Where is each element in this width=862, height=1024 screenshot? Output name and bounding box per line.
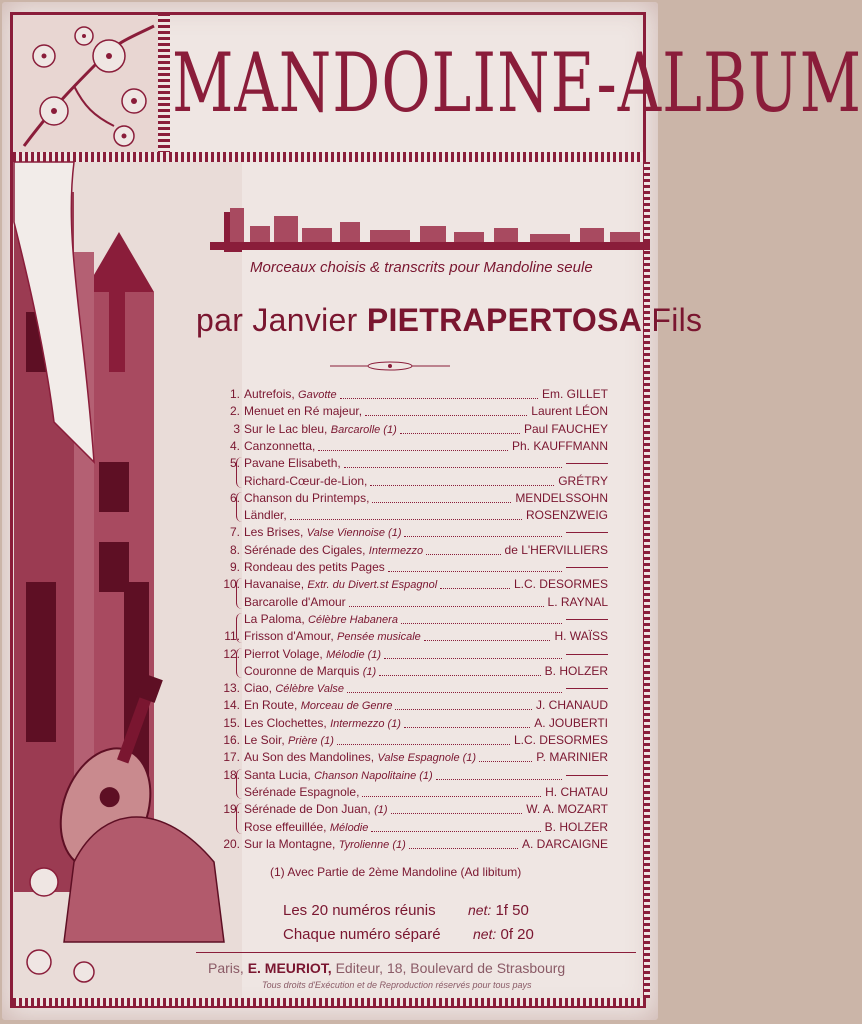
piece-genre: Valse Viennoise (1) xyxy=(306,527,402,540)
piece-title-text: Canzonnetta, xyxy=(244,438,316,453)
piece-composer: A. DARCAIGNE xyxy=(521,836,608,851)
piece-title-text: Les Brises, xyxy=(244,525,304,540)
piece-composer: Em. GILLET xyxy=(541,387,608,401)
piece-title xyxy=(244,646,381,664)
piece-title xyxy=(244,680,344,698)
group-brace xyxy=(236,492,243,523)
leader-dots xyxy=(409,848,518,849)
piece-number: 13. xyxy=(223,681,240,696)
piece-title-text: Rose effeuillée, xyxy=(244,819,327,834)
leader-dots xyxy=(426,554,501,555)
piece-composer: H. WAÏSS xyxy=(554,629,608,644)
piece-title xyxy=(244,594,346,612)
leader-dots xyxy=(379,675,541,676)
piece-composer: W. A. MOZART xyxy=(526,802,608,817)
piece-genre: Pensée musicale xyxy=(337,631,421,644)
price-all-value: 1f 50 xyxy=(495,902,529,919)
piece-title xyxy=(244,576,437,594)
piece-number: 14. xyxy=(223,698,240,713)
piece-number: 19. xyxy=(223,802,240,817)
piece-title-text: Barcarolle d'Amour xyxy=(244,594,346,609)
street-mandolin-illustration xyxy=(14,162,242,998)
list-item xyxy=(218,680,608,697)
piece-title xyxy=(244,542,423,560)
piece-number: 3 xyxy=(233,421,240,436)
piece-composer: ROSENZWEIG xyxy=(525,508,608,523)
album-title: MANDOLINE-ALBUM xyxy=(172,36,862,132)
list-item xyxy=(218,732,608,749)
piece-title-text: Ciao, xyxy=(244,681,273,696)
piece-title-text: Santa Lucia, xyxy=(244,767,311,782)
author xyxy=(196,302,703,339)
piece-genre: Tyrolienne (1) xyxy=(338,838,406,851)
subtitle: Morceaux choisis & transcrits pour Mandoline seule xyxy=(250,259,593,276)
decorative-band xyxy=(13,152,646,162)
footnote: (1) Avec Partie de 2ème Mandoline (Ad libitum) xyxy=(270,865,522,879)
piece-title xyxy=(244,524,401,542)
piece-number: 7. xyxy=(229,525,240,540)
piece-composer: L.C. DESORMES xyxy=(513,577,608,592)
leader-dots xyxy=(344,467,562,468)
list-item xyxy=(218,663,608,680)
price-all xyxy=(283,902,529,919)
piece-number: 1. xyxy=(229,387,240,401)
flower-panel xyxy=(14,16,158,152)
list-item xyxy=(218,646,608,663)
piece-composer: P. MARINIER xyxy=(536,750,608,765)
piece-title xyxy=(244,438,315,456)
piece-number: 20. xyxy=(223,836,240,851)
list-item xyxy=(218,836,608,853)
leader-dots xyxy=(440,588,510,589)
piece-genre: Mélodie (1) xyxy=(326,648,382,661)
piece-composer: B. HOLZER xyxy=(544,663,608,678)
composer-dash xyxy=(566,567,608,568)
piece-title xyxy=(244,836,406,854)
piece-title xyxy=(244,732,334,750)
piece-genre: (1) xyxy=(362,665,377,678)
list-item xyxy=(218,801,608,818)
leader-dots xyxy=(479,761,532,762)
piece-composer: MENDELSSOHN xyxy=(515,490,608,505)
piece-number: 15. xyxy=(223,715,240,730)
leader-dots xyxy=(290,519,522,520)
price-all-net: net: xyxy=(467,902,492,918)
piece-title xyxy=(244,749,476,767)
piece-genre: Célèbre Valse xyxy=(275,683,345,696)
price-all-label: Les 20 numéros réunis xyxy=(283,902,436,919)
leader-dots xyxy=(347,692,562,693)
author-name: PIETRAPERTOSA xyxy=(366,302,643,338)
piece-title xyxy=(244,455,341,473)
publisher xyxy=(208,960,565,976)
list-item xyxy=(218,576,608,593)
piece-composer: B. HOLZER xyxy=(544,819,608,834)
piece-number: 18. xyxy=(223,767,240,782)
piece-title xyxy=(244,421,397,439)
composer-dash xyxy=(566,775,608,776)
leader-dots xyxy=(371,831,541,832)
leader-dots xyxy=(349,606,544,607)
leader-dots xyxy=(372,502,511,503)
decorative-band-bottom xyxy=(13,998,646,1006)
leader-dots xyxy=(395,709,532,710)
piece-title xyxy=(244,801,388,819)
piece-genre: Intermezzo (1) xyxy=(330,717,401,730)
price-each-label: Chaque numéro séparé xyxy=(283,926,441,943)
piece-title xyxy=(244,628,421,646)
piece-composer: de L'HERVILLIERS xyxy=(504,542,608,557)
group-brace xyxy=(236,648,243,679)
leader-dots xyxy=(404,727,530,728)
composer-dash xyxy=(566,463,608,464)
leader-dots xyxy=(424,640,550,641)
piece-title-text: Sérénade Espagnole, xyxy=(244,784,360,799)
piece-title-text: Menuet en Ré majeur, xyxy=(244,404,363,419)
piece-number: 12. xyxy=(223,646,240,661)
leader-dots xyxy=(436,779,562,780)
leader-dots xyxy=(340,398,538,399)
right-border-pattern xyxy=(644,162,650,998)
piece-title xyxy=(244,507,287,525)
group-brace xyxy=(236,457,243,488)
piece-number: 9. xyxy=(229,560,240,574)
price-each xyxy=(283,926,534,943)
group-brace xyxy=(236,613,243,644)
list-item xyxy=(218,784,608,801)
list-item xyxy=(218,403,608,420)
piece-number: 10. xyxy=(223,577,240,592)
piece-number: 16. xyxy=(223,733,240,747)
piece-composer: Paul FAUCHEY xyxy=(523,421,608,436)
piece-title-text: Chanson du Printemps, xyxy=(244,490,370,505)
composer-dash xyxy=(566,688,608,689)
piece-title-text: Pavane Elisabeth, xyxy=(244,456,341,471)
piece-composer: GRÉTRY xyxy=(558,473,608,488)
piece-genre: Intermezzo xyxy=(368,544,424,557)
piece-genre: Morceau de Genre xyxy=(300,700,393,713)
list-item xyxy=(218,542,608,559)
piece-genre: Extr. du Divert.st Espagnol xyxy=(307,579,438,592)
piece-number: 6. xyxy=(229,490,240,505)
piece-composer: L.C. DESORMES xyxy=(513,733,608,747)
piece-composer: J. CHANAUD xyxy=(535,698,608,713)
piece-title-text: La Paloma, xyxy=(244,611,305,626)
piece-number: 2. xyxy=(229,404,240,419)
piece-title-text: Autrefois, xyxy=(244,387,295,401)
leader-dots xyxy=(337,744,510,745)
publisher-address: Editeur, 18, Boulevard de Strasbourg xyxy=(335,960,566,976)
price-each-value: 0f 20 xyxy=(500,926,534,943)
piece-title xyxy=(244,559,385,577)
list-item xyxy=(218,559,608,576)
piece-number: 8. xyxy=(229,542,240,557)
piece-title-text: Sérénade des Cigales, xyxy=(244,542,366,557)
list-item xyxy=(218,507,608,524)
piece-genre: (1) xyxy=(374,804,388,817)
list-item xyxy=(218,386,608,403)
piece-number: 5. xyxy=(229,456,240,471)
piece-genre: Prière (1) xyxy=(288,735,334,747)
city-skyline xyxy=(210,198,650,250)
piece-title-text: Sérénade de Don Juan, xyxy=(244,802,371,817)
leader-dots xyxy=(388,571,562,572)
piece-title-text: Au Son des Mandolines, xyxy=(244,750,375,765)
piece-title xyxy=(244,819,368,837)
list-item xyxy=(218,455,608,472)
group-brace xyxy=(236,578,243,609)
piece-title-text: En Route, xyxy=(244,698,298,713)
list-item xyxy=(218,628,608,645)
piece-title-text: Frisson d'Amour, xyxy=(244,629,334,644)
piece-title-text: Sur la Montagne, xyxy=(244,836,336,851)
piece-number: 11. xyxy=(224,629,240,644)
piece-composer: A. JOUBERTI xyxy=(534,715,608,730)
piece-title-text: Sur le Lac bleu, xyxy=(244,421,328,436)
leader-dots xyxy=(384,658,562,659)
piece-title xyxy=(244,473,367,491)
piece-title-text: Richard-Cœur-de-Lion, xyxy=(244,473,368,488)
piece-title xyxy=(244,611,398,629)
composer-dash xyxy=(566,532,608,533)
publisher-rule xyxy=(196,952,636,953)
composer-dash xyxy=(566,619,608,620)
piece-title-text: Rondeau des petits Pages xyxy=(244,560,385,574)
list-item xyxy=(218,421,608,438)
divider-ornament xyxy=(330,360,450,372)
piece-title xyxy=(244,715,401,733)
leader-dots xyxy=(362,796,541,797)
composer-dash xyxy=(566,654,608,655)
piece-genre: Chanson Napolitaine (1) xyxy=(314,769,433,782)
piece-number: 4. xyxy=(229,438,240,453)
piece-title xyxy=(244,663,376,681)
list-item xyxy=(218,473,608,490)
piece-title-text: Havanaise, xyxy=(244,577,305,592)
list-item xyxy=(218,767,608,784)
list-item xyxy=(218,524,608,541)
piece-composer: Laurent LÉON xyxy=(531,404,608,419)
publisher-city: Paris, xyxy=(208,960,244,976)
list-item xyxy=(218,749,608,766)
piece-title-text: Les Clochettes, xyxy=(244,715,327,730)
list-item xyxy=(218,819,608,836)
leader-dots xyxy=(401,623,562,624)
piece-composer: H. CHATAU xyxy=(545,784,608,799)
piece-genre: Célèbre Habanera xyxy=(308,613,398,626)
cherry-blossom-decoration xyxy=(14,16,158,152)
author-prefix: par Janvier xyxy=(196,302,358,338)
price-each-net: net: xyxy=(472,926,497,942)
piece-title xyxy=(244,490,369,508)
piece-title xyxy=(244,697,392,715)
author-suffix: Fils xyxy=(651,302,703,338)
group-brace xyxy=(236,803,243,834)
piece-genre: Gavotte xyxy=(298,389,337,401)
piece-genre: Mélodie xyxy=(329,821,369,834)
title-divider-pattern xyxy=(158,14,170,154)
piece-title-text: Le Soir, xyxy=(244,733,285,747)
leader-dots xyxy=(318,450,508,451)
piece-composer: Ph. KAUFFMANN xyxy=(511,438,608,453)
piece-title xyxy=(244,403,362,421)
piece-title-text: Couronne de Marquis xyxy=(244,663,360,678)
leader-dots xyxy=(400,433,520,434)
list-item xyxy=(218,697,608,714)
piece-title-text: Ländler, xyxy=(244,508,287,523)
piece-genre: Valse Espagnole (1) xyxy=(377,752,477,765)
group-brace xyxy=(236,769,243,800)
publisher-name: E. MEURIOT, xyxy=(247,960,332,976)
piece-title-text: Pierrot Volage, xyxy=(244,646,323,661)
leader-dots xyxy=(365,415,527,416)
list-item xyxy=(218,715,608,732)
leader-dots xyxy=(404,536,562,537)
piece-composer: L. RAYNAL xyxy=(547,594,608,609)
leader-dots xyxy=(391,813,522,814)
piece-title xyxy=(244,767,433,785)
piece-title xyxy=(244,784,359,802)
list-item xyxy=(218,611,608,628)
list-item xyxy=(218,594,608,611)
leader-dots xyxy=(370,485,554,486)
piece-number: 17. xyxy=(223,750,240,765)
list-item xyxy=(218,490,608,507)
piece-title xyxy=(244,386,337,404)
piece-genre: Barcarolle (1) xyxy=(330,423,397,436)
rights-notice: Tous droits d'Exécution et de Reproduction réservés pour tous pays xyxy=(262,980,532,990)
list-item xyxy=(218,438,608,455)
